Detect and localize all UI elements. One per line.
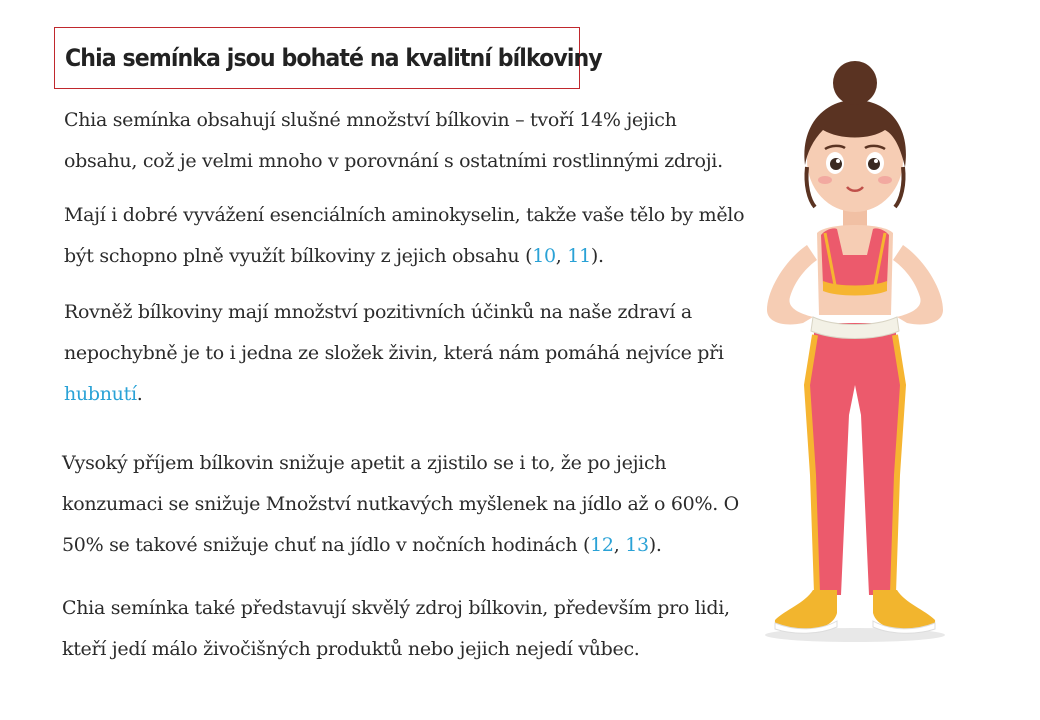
text-segment: ). — [590, 245, 604, 267]
left-cheek — [818, 176, 832, 184]
right-cheek — [878, 176, 892, 184]
paragraph-appetite — [62, 443, 739, 566]
citation-link-13[interactable]: 13 — [625, 534, 649, 556]
citation-link-11[interactable]: 11 — [567, 245, 591, 267]
text-line: Chia semínka obsahují slušné množství bílkovin – tvoří 14% jejich — [64, 109, 677, 131]
text-segment: 50% se takové snižuje chuť na jídlo v nočních hodinách ( — [62, 534, 591, 556]
citation-link-10[interactable]: 10 — [532, 245, 556, 267]
paragraph-health-effects — [64, 292, 724, 415]
leggings — [809, 323, 901, 595]
right-arm — [893, 245, 943, 324]
heading-box — [54, 27, 602, 89]
measuring-tape — [811, 317, 899, 339]
text-line — [64, 236, 724, 277]
article-heading: Chia semínka jsou bohaté na kvalitní bílkoviny — [65, 44, 602, 72]
text-line: konzumaci se snižuje Množství nutkavých myšlenek na jídlo až o 60%. O — [62, 493, 739, 515]
paragraph-protein-source — [62, 588, 730, 670]
text-line — [62, 525, 722, 566]
text-segment: ). — [648, 534, 662, 556]
left-arm — [767, 245, 817, 324]
hair-bun — [833, 61, 877, 105]
text-line — [64, 374, 714, 415]
left-shoe — [775, 590, 837, 630]
text-line: Rovněž bílkoviny mají množství pozitivních účinků na naše zdraví a — [64, 301, 692, 323]
text-line: obsahu, což je velmi mnoho v porovnání s ostatními rostlinnými zdroji. — [64, 150, 723, 172]
text-segment: být schopno plně využít bílkoviny z jejich obsahu ( — [64, 245, 533, 267]
left-eye-glint — [836, 159, 840, 163]
right-shoe — [873, 590, 935, 630]
text-line: Chia semínka také představují skvělý zdroj bílkovin, především pro lidi, — [62, 597, 730, 619]
citation-link-12[interactable]: 12 — [590, 534, 614, 556]
right-pupil — [868, 158, 880, 170]
text-line: kteří jedí málo živočišných produktů nebo jejich nejedí vůbec. — [62, 638, 640, 660]
paragraph-amino-acids — [64, 195, 745, 277]
citation-separator: , — [555, 245, 568, 267]
weight-loss-link[interactable]: hubnutí — [64, 383, 137, 405]
text-line: Mají i dobré vyvážení esenciálních aminokyselin, takže vaše tělo by mělo — [64, 204, 745, 226]
right-eye-glint — [874, 159, 878, 163]
citation-separator: , — [613, 534, 626, 556]
paragraph-protein-content — [64, 100, 723, 182]
left-pupil — [830, 158, 842, 170]
text-line: nepochybně je to i jedna ze složek živin, která nám pomáhá nejvíce při — [64, 342, 724, 364]
fitness-woman-illustration — [745, 55, 965, 645]
text-segment: . — [136, 383, 143, 405]
text-line: Vysoký příjem bílkovin snižuje apetit a zjistilo se i to, že po jejich — [62, 452, 667, 474]
